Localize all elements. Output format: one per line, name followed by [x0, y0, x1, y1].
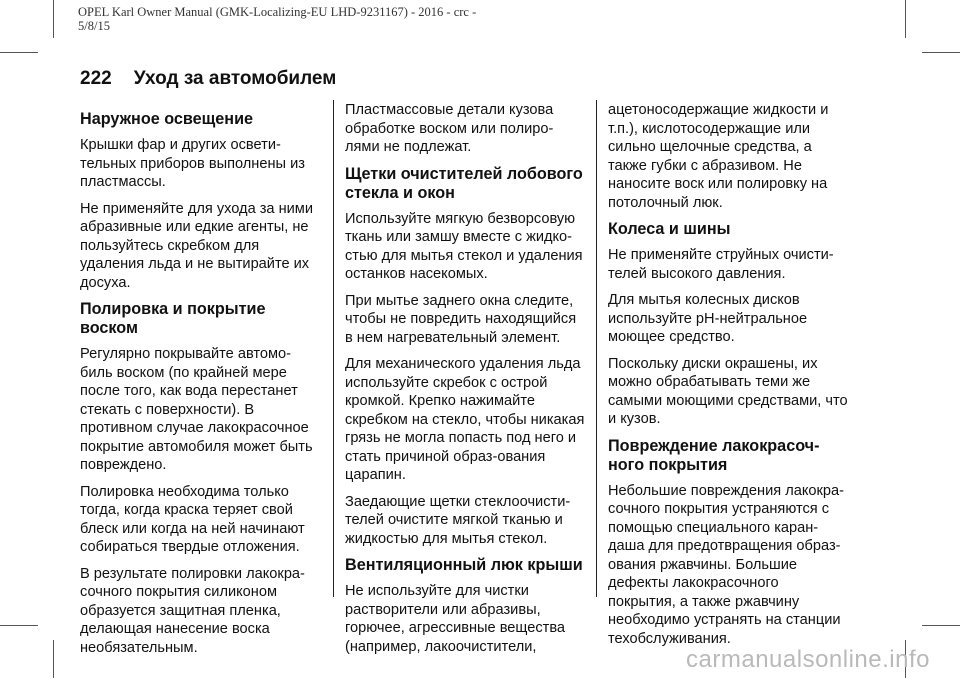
section-heading: Наружное освещение [80, 110, 254, 128]
watermark[interactable]: carmanualsonline.info [686, 646, 930, 673]
heading-line: ного покрытия [608, 455, 728, 474]
page-title: Уход за автомобилем [133, 68, 337, 89]
section-heading: Колеса и шины [608, 220, 731, 238]
paragraph: Небольшие повреждения лакокра-сочного покрытия устраняются с помощью специального каран-даша для предотвращения образ-ования ржавчины. Большие дефекты лакокрасочного покрытия, а также ржавчину необходимо устранять на станции техобслуживания. [608, 482, 844, 647]
print-header-line: OPEL Karl Owner Manual (GMK-Localizing-EU LHD-9231167) - 2016 - crc - [78, 5, 477, 19]
section-heading [80, 300, 320, 338]
print-header-date: 5/8/15 [78, 19, 110, 33]
paragraph: Не используйте для чистки растворители или абразивы, горючее, агрессивные вещества (например, лакоочистители, [345, 583, 566, 655]
heading-line: Полировка и покрытие [80, 300, 266, 318]
paragraph: При мытье заднего окна следите, чтобы не повредить находящийся в нем нагревательный элемент. [345, 292, 577, 346]
section-heading [345, 165, 585, 203]
column-2 [345, 101, 585, 664]
paragraph: Не применяйте струйных очисти-телей высокого давления. [608, 247, 834, 282]
section-heading [608, 437, 848, 475]
column-1 [80, 100, 320, 665]
paragraph: Пластмассовые детали кузова обработке воском или полиро-лями не подлежат. [345, 102, 554, 155]
paragraph: Поскольку диски окрашены, их можно обрабатывать теми же самыми моющими средствами, что и кузов. [608, 355, 848, 427]
heading-line: стекла и окон [345, 183, 455, 202]
crop-mark [53, 0, 54, 38]
section-heading: Вентиляционный люк крыши [345, 556, 583, 574]
crop-mark [922, 625, 960, 626]
column-divider [596, 100, 597, 597]
paragraph: Для мытья колесных дисков используйте pH-нейтральное моющее средство. [608, 292, 808, 345]
print-header [78, 5, 476, 33]
crop-mark [53, 640, 54, 678]
heading-line: Щетки очистителей лобового [345, 164, 583, 183]
crop-mark [905, 0, 906, 38]
heading-line: воском [80, 319, 138, 337]
page-number: 222 [80, 68, 112, 89]
paragraph: Крышки фар и других освети-тельных приборов выполнены из пластмассы. [80, 137, 305, 190]
crop-mark [0, 52, 38, 53]
crop-mark [0, 625, 38, 626]
heading-line: Повреждение лакокрасоч- [608, 436, 820, 455]
paragraph: ацетоносодержащие жидкости и т.п.), кислотосодержащие или сильно щелочные средства, а также губки с абразивом. Не наносите воск или полировку на потолочный люк. [608, 102, 829, 211]
page-heading [80, 68, 336, 90]
paragraph: Используйте мягкую безворсовую ткань или замшу вместе с жидко-стью для мытья стекол и удаления останков насекомых. [345, 210, 583, 282]
paragraph: Полировка необходима только тогда, когда краска теряет свой блеск или когда на ней начинают собираться твердые отложения. [80, 483, 305, 555]
paragraph: В результате полировки лакокра-сочного покрытия силиконом образуется защитная пленка, делающая нанесение воска необязательным. [80, 565, 305, 656]
column-3 [608, 101, 848, 656]
crop-mark [922, 52, 960, 53]
paragraph: Заедающие щетки стеклоочисти-телей очистите мягкой тканью и жидкостью для мытья стекол. [345, 493, 571, 547]
column-divider [333, 100, 334, 597]
paragraph: Не применяйте для ухода за ними абразивные или едкие агенты, не пользуйтесь скребком для удаления льда и не вытирайте их досуха. [80, 200, 313, 291]
paragraph: Для механического удаления льда используйте скребок с острой кромкой. Крепко нажимайте скребком на стекло, чтобы никакая грязь не могла попасть под него и стать причиной образ-ования царапин. [345, 356, 585, 483]
paragraph: Регулярно покрывайте автомо-биль воском (по крайней мере после того, как вода перестанет стекать с поверхности). В противном случае лакокрасочное покрытие автомобиля может быть повреждено. [80, 346, 313, 473]
